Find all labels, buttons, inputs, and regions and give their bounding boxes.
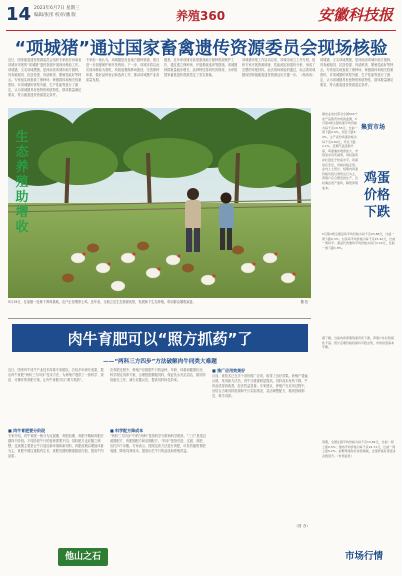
article2-subhead: ——“两科三方四步”方法破解肉牛同类大难题 (103, 359, 217, 365)
article2-p3: “两科三方四步”中的“两科”是指科学分群和科学配料，“三方”是指过渡期配方、育肥期配方和后期配方，“四步”是指引进、过渡、育肥、出栏四个步骤。专家表示，按照这套方法进行育肥，可有效缩短育肥周期，降低饲养成本，提高出栏牛只的品质和养殖效益。 (110, 434, 206, 453)
article2-p2: 在育肥过程中，养殖户应根据牛只的品种、年龄、体重和健康状况，科学制定饲养方案，合理搭配精粗饲料，保证饮水充足清洁，做好防疫驱虫工作，减少应激反应，提高饲料转化效率。 (110, 368, 206, 382)
article2-col1 (8, 368, 104, 544)
article2-headline: 肉牛育肥可以“照方抓药”了 (67, 330, 253, 348)
article2-intro: 近日，国家肉牛牦牛产业技术体系专家团队，总结多年研究成果，提出肉牛育肥“两科三方四步”技术方法，为养殖户提供了一套科学、规范、可操作的育肥方案，让肉牛育肥可以“照方抓药”。 (8, 368, 104, 382)
photo-credit: 魏 拍 (300, 300, 308, 304)
page-number: 14 (6, 4, 32, 25)
photo-illustration (8, 108, 311, 298)
issue-date (34, 5, 114, 19)
article1-col5: 项城猪，又名项城黑猪，是河南省项城市地方猪种，具有耐粗饲、抗逆性强、肉质鲜美、繁殖性能好等特点。专家组实地查看了保种场、种猪群体和相关档案资料，对项城猪的体型外貌、生产性能等进行了测定，认为项城猪具有独特的种质特性，群体数量满足要求，符合畜禽遗传资源鉴定条件。 (320, 58, 394, 87)
article1-col1 (8, 58, 82, 104)
photo-vertical-title: 生态养殖助增收 (15, 130, 29, 235)
article1-col2: 专家组一致认为，项城猪是优良地方猪种资源，建议进一步加强保护和开发利用。下一步，项城市将以此次现场核验为契机，持续加强保种场建设，完善保种体系，做好品种登记和选育工作，推动项城猪产业高质量发展。 (86, 58, 160, 82)
section-title: 养殖360 (176, 9, 226, 23)
article2-p1: 专家介绍，肉牛育肥一般分为过渡期、育肥前期、育肥中期和育肥后期四个阶段。不同阶段牛只的营养需要不同，饲料配方也应随之调整。过渡期主要是让牛只适应新环境和新饲料，育肥前期以增加体重为主，育肥中期注重肌肉生长，育肥后期则侧重脂肪沉积，提高牛肉品质。 (8, 434, 104, 458)
article2-sub3: ■ 推广应用效果好 (212, 368, 246, 373)
photo-caption (8, 300, 308, 305)
sidebar-body-2: 据了解，当前肉鸡养殖利润有所下滑，养殖户补栏积极性不高。预计后期价格将保持平稳态势，市场供需基本平衡。 (322, 336, 395, 350)
article2-col3 (212, 368, 310, 544)
article2-divider (8, 318, 311, 319)
sidebar-label: 集贸市场 (360, 124, 385, 131)
article1-headline: “项城猪”通过国家畜禽遗传资源委员会现场核验 (14, 39, 388, 59)
article2-sub1: ■ 肉牛育肥要分阶段 (8, 428, 46, 433)
newspaper-logo: 安徽科技报 (318, 6, 394, 24)
article1-col3: 据悉，近年来项城市高度重视地方猪种资源保护工作，通过建立保种场、开展系统选育等措施，项城猪种群数量稳步增长，品种特性得到有效保持，为申报国家畜禽遗传资源奠定了坚实基础。 (164, 58, 238, 77)
article2-sub2: ■ 科学配方降成本 (110, 428, 144, 433)
header-divider (6, 30, 396, 31)
sidebar-body-3: 同期，全国生猪平均价格为每千克14.82元，比前一周上涨0.5%；猪肉平均价格为每千克24.71元，比前一周上涨0.2%。能繁母猪存栏持续调减，生猪价格有望逐步企稳回升。（市场信息） (322, 440, 396, 458)
sidebar-title: 鸡蛋价格下跌 (364, 171, 391, 220)
article2-p4: 目前，该技术已在多个省份推广应用，取得了良好效果。养殖户普遍反映，采用新方法后，肉牛日增重明显提高，饲料成本有所下降，牛肉品质得到改善，经济效益显著。专家建议，养殖户在应用过程中，应结合当地饲料资源和牛只实际情况，灵活调整配方，做到因地制宜、科学饲养。 (212, 374, 308, 398)
article1-col4: 项城猪申报工作启动以来，项城市成立工作专班，组织专家开展资源调查、性能测定和遗传分析，形成了完整的申报材料。此次现场核验的通过，标志着项城猪向国家级畜禽遗传资源迈出关键一步。（杨冉冉） (242, 58, 316, 77)
article1-col1-text: 近日，国家畜禽遗传资源委员会组织专家组对河南省项城市申报的“项城猪”遗传资源开展现场核验工作。 (8, 58, 82, 67)
sidebar-body-1: 5月第4周全国活鸡平均价格为每千克23.88元，比前一周下跌0.3%；白条鸡平均价格为每千克23.42元，比前一周持平。商品代肉雏鸡平均价格为每只3.24元，比前一周下跌1.8%。 (322, 232, 396, 250)
sidebar-body-top: 据农业农村部对全国500个农产品集贸市场的监测，5月第4周全国鸡蛋平均价格为每千克10.55元，比前一周下跌0.9%，同比下跌5.2%。主产省份鸡蛋价格为每千克9.84元，环比下跌1.1%。近期气温逐渐升高，鸡蛋储存难度加大，市场需求有所减弱，同时蛋鸡存栏量处于较高水平，鸡蛋供应充足，价格持续走低。业内人士预计，短期内鸡蛋价格仍将以弱势运行为主，养殖户应合理安排生产，及时淘汰低产蛋鸡，降低养殖成本。 (322, 112, 358, 190)
article2-author: （晋 办） (294, 524, 310, 528)
caption-text: 5月19日，在某镇一处林下养鸡基地，农户正在喂养土鸡。近年来，当地立足生态资源优势，发展林下生态养殖，带动群众增收致富。 (8, 300, 196, 304)
column-tag-right: 市场行情 (344, 551, 383, 562)
column-tag-left: 他山之石 (58, 548, 108, 566)
editor-text: 编辑/张彤 校对/潘 版 (34, 13, 76, 18)
date-text: 2023年6月7日 星期三 (34, 6, 80, 11)
article1-col1b-text: 项城猪，又名项城黑猪，是河南省项城市地方猪种，具有耐粗饲、抗逆性强、肉质鲜美、繁殖性能好等特点。专家组实地查看了保种场、种猪群体和相关档案资料，对项城猪的体型外貌、生产性能等进行了测定，认为项城猪具有独特的种质特性，群体数量满足要求，符合畜禽遗传资源鉴定条件。 (8, 68, 82, 97)
article2-col2 (110, 368, 206, 544)
news-photo (8, 108, 311, 298)
